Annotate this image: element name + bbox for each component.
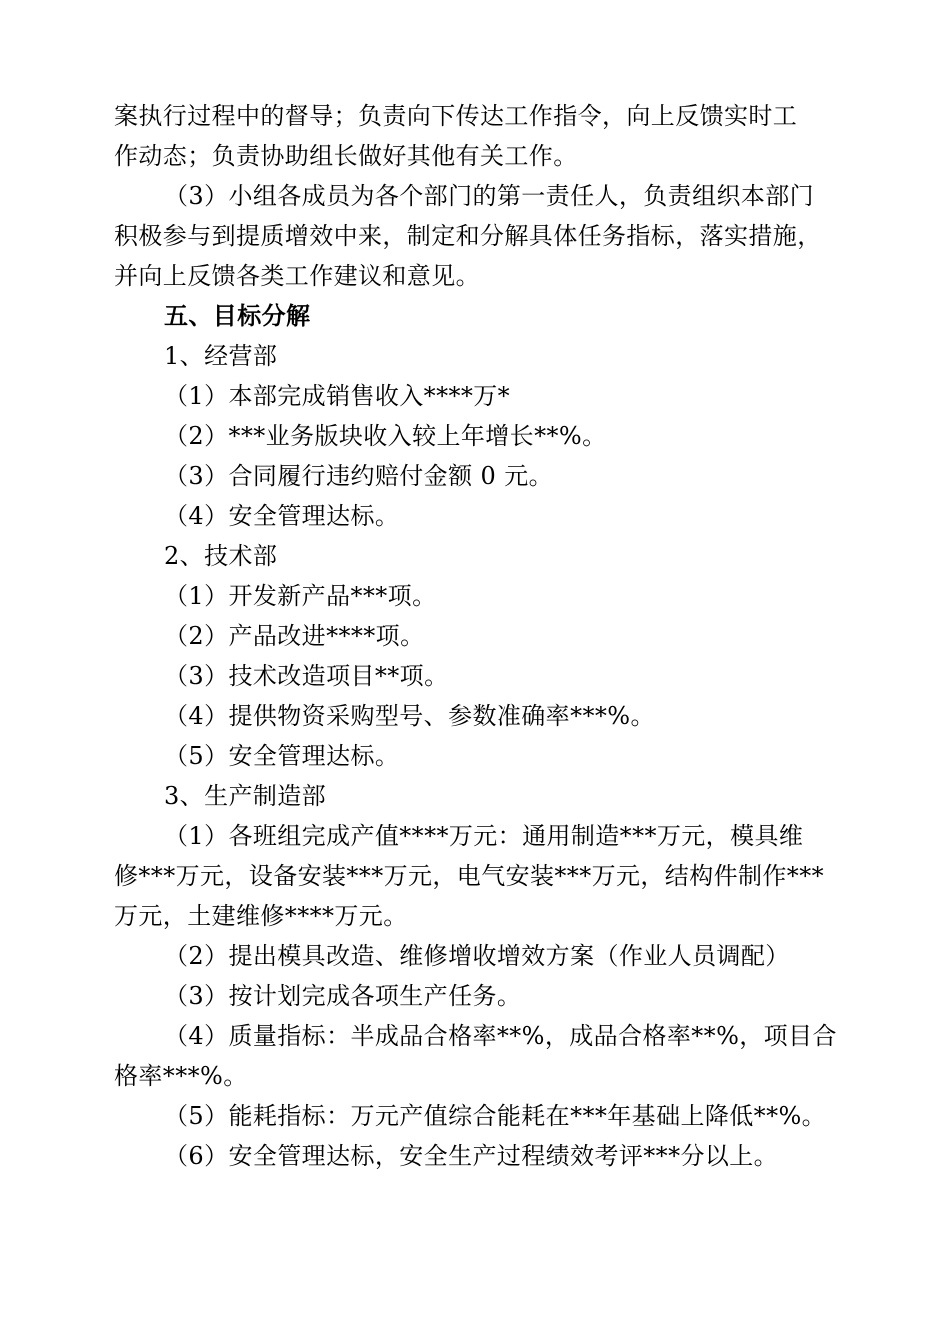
list-item: （4）安全管理达标。 <box>164 502 400 530</box>
paragraph-line: 案执行过程中的督导；负责向下传达工作指令，向上反馈实时工 <box>114 102 798 130</box>
list-item: （3）技术改造项目**项。 <box>164 662 449 690</box>
subsection-heading: 1、经营部 <box>164 342 278 370</box>
list-item: （1）本部完成销售收入****万* <box>164 382 511 410</box>
list-item: （4）提供物资采购型号、参数准确率***%。 <box>164 702 655 730</box>
list-item: （3）合同履行违约赔付金额 0 元。 <box>164 462 553 490</box>
list-item: （1）开发新产品***项。 <box>164 582 437 610</box>
paragraph-line: （3）小组各成员为各个部门的第一责任人，负责组织本部门 <box>164 182 815 210</box>
list-item: （1）各班组完成产值****万元：通用制造***万元，模具维 <box>164 822 804 850</box>
list-item: （2）产品改进****项。 <box>164 622 425 650</box>
list-item: （2）***业务版块收入较上年增长**%。 <box>164 422 607 450</box>
subsection-heading: 3、生产制造部 <box>164 782 327 810</box>
list-item: （2）提出模具改造、维修增收增效方案（作业人员调配） <box>164 942 790 970</box>
document-page <box>114 96 838 1176</box>
subsection-heading: 2、技术部 <box>164 542 278 570</box>
paragraph-line: 修***万元，设备安装***万元，电气安装***万元，结构件制作*** <box>114 862 824 890</box>
paragraph-line: 积极参与到提质增效中来，制定和分解具体任务指标，落实措施， <box>114 222 822 250</box>
paragraph-line: 并向上反馈各类工作建议和意见。 <box>114 262 480 290</box>
paragraph-line: 格率***%。 <box>114 1062 248 1090</box>
paragraph-line: 万元，土建维修****万元。 <box>114 902 408 930</box>
list-item: （6）安全管理达标，安全生产过程绩效考评***分以上。 <box>164 1142 779 1170</box>
list-item: （4）质量指标：半成品合格率**%，成品合格率**%，项目合 <box>164 1022 837 1050</box>
paragraph-line: 作动态；负责协助组长做好其他有关工作。 <box>114 142 578 170</box>
list-item: （3）按计划完成各项生产任务。 <box>164 982 522 1010</box>
section-heading: 五、目标分解 <box>164 302 311 330</box>
list-item: （5）安全管理达标。 <box>164 742 400 770</box>
list-item: （5）能耗指标：万元产值综合能耗在***年基础上降低**%。 <box>164 1102 827 1130</box>
